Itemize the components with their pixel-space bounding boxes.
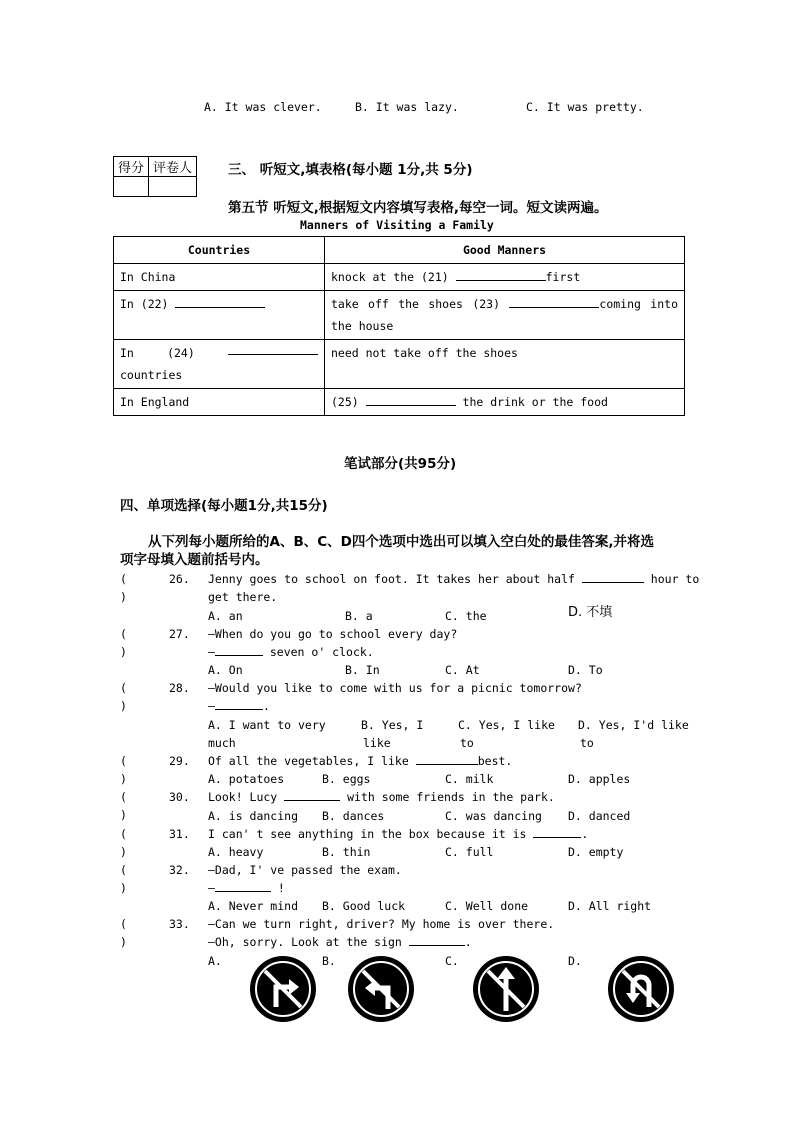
- question-text-part: Look! Lucy: [208, 790, 285, 804]
- option-c[interactable]: C. full: [445, 845, 494, 859]
- option-b[interactable]: B. Yes, I: [361, 718, 424, 732]
- question-text-part: —Oh, sorry. Look at the sign: [208, 935, 409, 949]
- prev-option-b: B. It was lazy.: [355, 100, 459, 114]
- question-text-part: with some friends in the park.: [340, 790, 555, 804]
- option-a[interactable]: A. Never mind: [208, 899, 299, 913]
- option-a[interactable]: A. is dancing: [208, 809, 299, 823]
- manner-text: first: [545, 270, 581, 284]
- option-a-line2: much: [208, 736, 236, 750]
- answer-bracket[interactable]: ( ): [120, 754, 127, 786]
- question-text-part: Jenny goes to school on foot. It takes her about half: [208, 572, 582, 586]
- answer-bracket[interactable]: ( ): [120, 790, 127, 822]
- option-c-line2: to: [460, 736, 474, 750]
- section3-title: 三、 听短文,填表格(每小题 1分,共 5分): [228, 162, 473, 178]
- question-number: 31.: [169, 827, 190, 841]
- manner-cell: [325, 264, 685, 291]
- country-text: In: [120, 346, 134, 360]
- no-straight-sign-icon[interactable]: [472, 955, 540, 1023]
- question-text: [208, 788, 555, 806]
- question-number: 29.: [169, 754, 190, 768]
- option-b[interactable]: B. a: [345, 609, 373, 623]
- option-d[interactable]: D. To: [568, 663, 603, 677]
- manner-text: knock at the (21): [331, 270, 456, 284]
- question-text-part: .: [464, 935, 472, 949]
- question-text-part: Of all the vegetables, I like: [208, 754, 416, 768]
- option-d[interactable]: D. 不填: [568, 605, 613, 620]
- question-text-part: seven o' clock.: [262, 645, 374, 659]
- question-blank: [582, 570, 644, 583]
- option-d[interactable]: D. Yes, I'd like: [578, 718, 689, 732]
- question-text: [208, 825, 588, 843]
- manners-table: [113, 236, 685, 416]
- question-text-part: best.: [477, 754, 513, 768]
- question-text-line2: [208, 879, 285, 897]
- col-good-manners: Good Manners: [325, 237, 685, 264]
- answer-bracket[interactable]: ( ): [120, 917, 127, 949]
- option-c[interactable]: C. was dancing: [445, 809, 542, 823]
- answer-bracket[interactable]: ( ): [120, 827, 127, 859]
- no-u-turn-sign-icon[interactable]: [607, 955, 675, 1023]
- question-text: —When do you go to school every day?: [208, 627, 458, 641]
- blank-21[interactable]: [456, 268, 546, 281]
- question-text-line2: [208, 643, 374, 661]
- blank-23[interactable]: [509, 295, 599, 308]
- option-b-line2: like: [363, 736, 391, 750]
- option-d-line2: to: [580, 736, 594, 750]
- question-number: 32.: [169, 863, 190, 877]
- question-number: 27.: [169, 627, 190, 641]
- question-text-part: —: [208, 881, 215, 895]
- col-countries: Countries: [114, 237, 325, 264]
- question-text: [208, 752, 512, 770]
- prev-option-a: A. It was clever.: [204, 100, 322, 114]
- country-cell: In England: [114, 389, 325, 416]
- country-text: (24): [167, 346, 195, 360]
- question-text-part: !: [270, 881, 285, 895]
- question-text-part: —: [208, 699, 215, 713]
- question-text-line2: [208, 933, 472, 951]
- section4-title: 四、单项选择(每小题1分,共15分): [120, 498, 328, 514]
- question-text-line2: [208, 697, 270, 715]
- country-text: countries: [120, 368, 183, 382]
- country-cell: [114, 340, 325, 389]
- option-c[interactable]: C. Well done: [445, 899, 529, 913]
- question-text-part: .: [262, 699, 270, 713]
- option-d[interactable]: D. danced: [568, 809, 631, 823]
- country-text: In (22): [120, 297, 176, 311]
- grader-label: 评卷人: [149, 157, 197, 177]
- option-c[interactable]: C.: [445, 954, 459, 968]
- option-d[interactable]: D. apples: [568, 772, 631, 786]
- option-d[interactable]: D. empty: [568, 845, 624, 859]
- option-a[interactable]: A. On: [208, 663, 243, 677]
- question-text-part: hour to: [643, 572, 700, 586]
- table-row: [114, 264, 685, 291]
- option-a[interactable]: A. an: [208, 609, 243, 623]
- table-title: Manners of Visiting a Family: [300, 218, 494, 232]
- option-d[interactable]: D.: [568, 954, 582, 968]
- option-b[interactable]: B. eggs: [322, 772, 371, 786]
- question-text-part: .: [581, 827, 589, 841]
- score-label: 得分: [114, 157, 149, 177]
- question-blank: [409, 933, 465, 946]
- option-c[interactable]: C. At: [445, 663, 480, 677]
- manner-cell: [325, 389, 685, 416]
- section4-instruction-2: 项字母填入题前括号内。: [120, 552, 269, 568]
- section3-subtitle: 第五节 听短文,根据短文内容填写表格,每空一词。短文读两遍。: [228, 200, 608, 216]
- table-row: [114, 340, 685, 389]
- question-number: 33.: [169, 917, 190, 931]
- answer-bracket[interactable]: ( ): [120, 572, 127, 604]
- option-a[interactable]: A.: [208, 954, 222, 968]
- question-text-part: I can' t see anything in the box because it is: [208, 827, 534, 841]
- option-b[interactable]: B.: [322, 954, 336, 968]
- country-cell: [114, 291, 325, 340]
- option-b[interactable]: B. Good luck: [322, 899, 406, 913]
- question-blank: [284, 788, 340, 801]
- question-number: 26.: [169, 572, 190, 586]
- written-part-title: 笔试部分(共95分): [344, 456, 457, 472]
- table-row: [114, 291, 685, 340]
- option-c[interactable]: C. Yes, I like: [458, 718, 555, 732]
- blank-24[interactable]: [228, 342, 318, 355]
- answer-bracket[interactable]: ( ): [120, 681, 127, 713]
- score-cell[interactable]: [114, 177, 149, 197]
- grader-cell[interactable]: [149, 177, 197, 197]
- option-b[interactable]: B. dances: [322, 809, 385, 823]
- option-a[interactable]: A. potatoes: [208, 772, 285, 786]
- section4-instruction: 从下列每小题所给的A、B、C、D四个选项中选出可以填入空白处的最佳答案,并将选: [148, 534, 654, 550]
- question-text-part: —: [208, 645, 215, 659]
- manner-text: coming into the house: [331, 297, 678, 333]
- question-blank: [533, 825, 581, 838]
- question-text-line2: get there.: [208, 590, 278, 604]
- manner-text: take off the shoes (23): [331, 297, 510, 311]
- option-c[interactable]: C. the: [445, 609, 487, 623]
- no-left-turn-sign-icon[interactable]: [347, 955, 415, 1023]
- table-row: [114, 389, 685, 416]
- question-number: 28.: [169, 681, 190, 695]
- question-blank: [215, 697, 263, 710]
- score-box: [113, 156, 197, 197]
- country-cell: In China: [114, 264, 325, 291]
- option-a[interactable]: A. heavy: [208, 845, 264, 859]
- answer-bracket[interactable]: ( ): [120, 627, 127, 659]
- option-c[interactable]: C. milk: [445, 772, 494, 786]
- manner-cell: [325, 291, 685, 340]
- question-text: —Would you like to come with us for a picnic tomorrow?: [208, 681, 582, 695]
- blank-22[interactable]: [175, 295, 265, 308]
- prev-option-c: C. It was pretty.: [526, 100, 644, 114]
- answer-bracket[interactable]: ( ): [120, 863, 127, 895]
- question-text: —Dad, I' ve passed the exam.: [208, 863, 402, 877]
- option-a[interactable]: A. I want to very: [208, 718, 326, 732]
- manner-text: the drink or the food: [455, 395, 608, 409]
- option-b[interactable]: B. thin: [322, 845, 371, 859]
- option-d[interactable]: D. All right: [568, 899, 652, 913]
- blank-25[interactable]: [366, 393, 456, 406]
- manner-cell: need not take off the shoes: [325, 340, 685, 389]
- manner-text: (25): [331, 395, 366, 409]
- question-blank: [215, 643, 263, 656]
- question-blank: [215, 879, 271, 892]
- question-text: [208, 570, 699, 588]
- question-number: 30.: [169, 790, 190, 804]
- question-text: —Can we turn right, driver? My home is over there.: [208, 917, 555, 931]
- question-blank: [416, 752, 478, 765]
- no-right-turn-sign-icon[interactable]: [249, 955, 317, 1023]
- option-b[interactable]: B. In: [345, 663, 380, 677]
